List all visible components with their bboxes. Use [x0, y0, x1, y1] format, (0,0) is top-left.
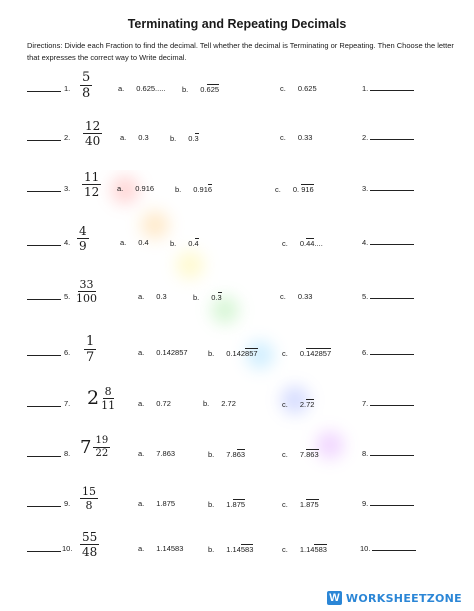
whole-number: 7 [80, 436, 92, 458]
choice-letter: c. [275, 185, 281, 194]
choice-b [208, 544, 253, 554]
fraction [82, 171, 101, 198]
answer-input-line[interactable] [370, 505, 414, 506]
problem-number: 7. [64, 399, 71, 408]
decimal-value: 2.72 [221, 399, 236, 408]
repeating-digits: 583 [240, 545, 254, 554]
repeating-digits: 857 [245, 349, 258, 358]
decimal-value: 2. [299, 400, 307, 409]
fraction [76, 279, 97, 304]
decimal-value: 0. [200, 85, 207, 94]
choice-letter: b. [208, 545, 215, 554]
answer-label: 6. [362, 348, 369, 357]
answer-line [362, 184, 414, 193]
answer-input-line[interactable] [370, 455, 414, 456]
choice-letter: b. [170, 239, 177, 248]
fraction [77, 225, 89, 252]
decimal-value: 1. [299, 500, 307, 509]
decimal-value: 1.875 [156, 499, 176, 508]
repeating-digits: 625 [206, 85, 220, 94]
choice-letter: b. [175, 185, 182, 194]
decimal-value: 7.8 [226, 450, 237, 459]
numerator: 33 [79, 278, 94, 291]
problem-row [0, 170, 474, 225]
choice-c [282, 449, 319, 459]
answer-blank[interactable] [27, 551, 61, 552]
answer-label: 1. [362, 84, 369, 93]
decimal-value: 0. [292, 185, 302, 194]
answer-input-line[interactable] [370, 139, 414, 140]
decimal-value: 1. [226, 500, 233, 509]
problem-number: 9. [64, 499, 71, 508]
footer-logo [327, 591, 462, 605]
choice-c [275, 184, 314, 194]
answer-blank[interactable] [27, 245, 61, 246]
choice-letter: b. [208, 500, 215, 509]
answer-input-line[interactable] [370, 244, 414, 245]
problem-number: 6. [64, 348, 71, 357]
answer-blank[interactable] [27, 299, 61, 300]
choice-letter: c. [282, 500, 288, 509]
choice-b [175, 184, 212, 194]
answer-blank[interactable] [27, 191, 61, 192]
page-title: Terminating and Repeating Decimals [127, 17, 347, 31]
decimal-value: 0.91 [193, 185, 208, 194]
decimal-value: 0.142857 [156, 348, 188, 357]
choice-b [170, 133, 199, 143]
answer-input-line[interactable] [370, 190, 414, 191]
fraction [80, 486, 98, 511]
answer-line [362, 292, 414, 301]
denominator: 48 [82, 545, 98, 559]
problem-row [0, 70, 474, 125]
choice-b [182, 84, 219, 94]
choice-a [138, 499, 175, 508]
fraction [84, 335, 96, 364]
directions-text: Directions: Divide each Fraction to find the decimal. Tell whether the decimal is Terminating or Repeating. Then Choose the letter that expresses the correct way to Write decimal. [27, 41, 454, 62]
choice-a [120, 133, 149, 142]
repeating-digits: 583 [314, 545, 327, 554]
choice-letter: a. [138, 348, 145, 357]
answer-blank[interactable] [27, 506, 61, 507]
denominator: 11 [101, 399, 116, 412]
choice-letter: c. [280, 133, 286, 142]
problem-number: 5. [64, 292, 71, 301]
choice-b [208, 499, 245, 509]
choice-b [193, 292, 222, 302]
answer-input-line[interactable] [372, 550, 416, 551]
choice-letter: b. [182, 85, 189, 94]
choice-c [282, 499, 319, 509]
decimal-value: 0.625 [297, 84, 317, 93]
decimal-value: 0. [299, 239, 307, 248]
repeating-digits: 142857 [306, 349, 332, 358]
answer-line [362, 399, 414, 408]
answer-label: 4. [362, 238, 369, 247]
decimal-value: 0. [211, 293, 218, 302]
decimal-value: 0.142 [226, 349, 246, 358]
numerator: 19 [95, 435, 109, 446]
numerator: 12 [85, 119, 101, 133]
answer-input-line[interactable] [370, 90, 414, 91]
decimal-value: 0. [188, 134, 195, 143]
decimal-value: 1.14583 [156, 544, 184, 553]
repeating-digits: 875 [232, 500, 246, 509]
choice-b [208, 449, 245, 459]
choice-b [208, 348, 258, 358]
repeating-digits: 3 [194, 134, 199, 143]
problem-row [0, 435, 474, 490]
repeating-digits: 3 [217, 293, 222, 302]
problem-number: 3. [64, 184, 71, 193]
fraction [80, 71, 92, 100]
denominator: 8 [85, 499, 93, 512]
worksheetzone-logo-icon: W [327, 591, 342, 605]
numerator: 5 [82, 70, 91, 85]
fraction [83, 120, 102, 147]
answer-line [360, 544, 416, 553]
decimal-value: 0.916 [135, 184, 155, 193]
answer-blank[interactable] [27, 140, 61, 141]
choice-a [117, 184, 154, 193]
choice-letter: b. [193, 293, 200, 302]
choice-c [282, 399, 314, 409]
decimal-value: 0. [188, 239, 195, 248]
answer-label: 3. [362, 184, 369, 193]
choice-letter: c. [280, 84, 286, 93]
answer-line [362, 499, 414, 508]
answer-label: 2. [362, 133, 369, 142]
decimal-value: 1.14 [226, 545, 241, 554]
problem-row [0, 278, 474, 333]
choice-letter: c. [282, 349, 288, 358]
problem-row [0, 119, 474, 174]
fraction [87, 386, 115, 411]
problem-row [0, 224, 474, 279]
choice-letter: b. [208, 450, 215, 459]
choice-letter: a. [138, 449, 145, 458]
answer-line [362, 133, 414, 142]
whole-number: 2 [87, 387, 100, 409]
choice-letter: a. [120, 133, 127, 142]
choice-letter: a. [138, 544, 145, 553]
denominator: 100 [76, 292, 97, 305]
choice-b [170, 238, 199, 248]
problem-row [0, 334, 474, 389]
answer-input-line[interactable] [370, 298, 414, 299]
repeating-digits: 916 [301, 185, 314, 194]
problem-number: 10. [62, 544, 73, 553]
choice-letter: a. [118, 84, 125, 93]
repeating-digits: 4 [194, 239, 199, 248]
denominator: 22 [95, 448, 109, 459]
choice-letter: a. [117, 184, 124, 193]
choice-c [282, 544, 327, 554]
choice-letter: c. [280, 292, 286, 301]
choice-a [138, 399, 171, 408]
fraction [80, 531, 99, 558]
numerator: 8 [104, 385, 112, 398]
answer-label: 10. [360, 544, 371, 553]
choice-c [282, 238, 323, 248]
decimal-value: 0.625..... [136, 84, 166, 93]
choice-a [118, 84, 165, 93]
choice-a [138, 449, 175, 458]
problem-number: 4. [64, 238, 71, 247]
denominator: 9 [79, 239, 87, 253]
decimal-value: 7. [299, 450, 307, 459]
choice-a [138, 544, 183, 553]
choice-c [280, 133, 312, 142]
decimal-value: 0.3 [156, 292, 167, 301]
choice-letter: b. [208, 349, 215, 358]
decimal-value: 0.4 [138, 238, 149, 247]
choice-c [282, 348, 331, 358]
answer-line [362, 449, 414, 458]
choice-c [280, 84, 317, 93]
choice-letter: c. [282, 239, 288, 248]
choice-a [120, 238, 149, 247]
decimal-value: 0.33 [297, 292, 313, 301]
repeating-digits: 863 [306, 450, 319, 459]
choice-b [203, 399, 236, 408]
answer-blank[interactable] [27, 456, 61, 457]
answer-line [362, 348, 414, 357]
problem-row [0, 385, 474, 440]
choice-letter: c. [282, 450, 288, 459]
denominator: 40 [85, 134, 101, 148]
repeating-digits: 44 [306, 239, 315, 248]
choice-letter: a. [138, 399, 145, 408]
numerator: 55 [82, 530, 98, 544]
denominator: 8 [82, 86, 91, 101]
numerator: 11 [84, 170, 100, 184]
choice-letter: b. [170, 134, 177, 143]
denominator: 7 [86, 350, 95, 365]
repeating-digits: 6 [207, 185, 213, 194]
repeating-digits: 875 [306, 500, 319, 509]
numerator: 15 [82, 485, 96, 498]
choice-a [138, 348, 188, 357]
choice-a [138, 292, 167, 301]
answer-blank[interactable] [27, 91, 61, 92]
decimal-value: 0.3 [138, 133, 149, 142]
denominator: 12 [84, 185, 100, 199]
answer-line [362, 238, 414, 247]
decimal-value: 0.72 [156, 399, 171, 408]
answer-label: 7. [362, 399, 369, 408]
problem-number: 2. [64, 133, 71, 142]
decimal-value: 7.863 [156, 449, 176, 458]
answer-line [362, 84, 414, 93]
answer-blank[interactable] [27, 355, 61, 356]
answer-label: 8. [362, 449, 369, 458]
choice-letter: a. [138, 499, 145, 508]
choice-letter: c. [282, 545, 288, 554]
choice-letter: c. [282, 400, 288, 409]
choice-letter: a. [120, 238, 127, 247]
problem-row [0, 530, 474, 585]
answer-input-line[interactable] [370, 405, 414, 406]
choice-letter: b. [203, 399, 210, 408]
numerator: 1 [86, 334, 95, 349]
problem-number: 8. [64, 449, 71, 458]
repeating-digits: 63 [236, 450, 246, 459]
decimal-value: 0. [299, 349, 307, 358]
repeating-digits: 72 [306, 400, 315, 409]
answer-blank[interactable] [27, 406, 61, 407]
choice-c [280, 292, 312, 301]
fraction [80, 436, 110, 459]
problem-number: 1. [64, 84, 71, 93]
problem-row [0, 485, 474, 540]
answer-label: 9. [362, 499, 369, 508]
decimal-value: 0.33 [297, 133, 313, 142]
numerator: 4 [79, 224, 87, 238]
decimal-suffix: .... [314, 239, 323, 248]
answer-input-line[interactable] [370, 354, 414, 355]
brand-name: WORKSHEETZONE [345, 591, 462, 605]
decimal-value: 1.14 [299, 545, 315, 554]
answer-label: 5. [362, 292, 369, 301]
choice-letter: a. [138, 292, 145, 301]
